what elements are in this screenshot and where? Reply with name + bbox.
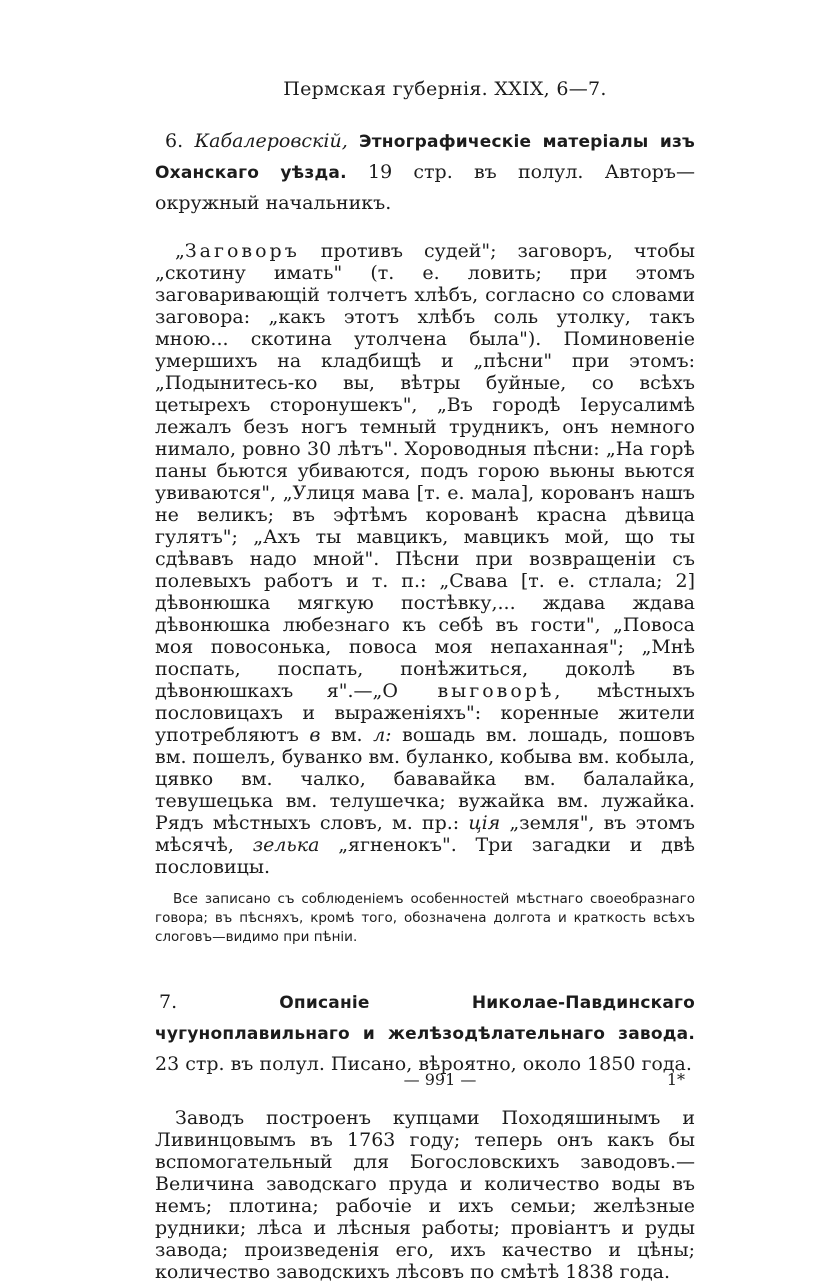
entry-6-body-part6: „ягненокъ". Три загадки и двѣ пословицы. xyxy=(155,834,695,878)
page xyxy=(155,78,695,1283)
entry-6-note: Все записано съ соблюденіемъ особенностей мѣстнаго своеобразнаго говора; въ пѣсняхъ, кромѣ того, обозначена долгота и краткость всѣхъ слоговъ—видимо при пѣніи. xyxy=(155,891,695,945)
entry-6-ital-v: в xyxy=(309,724,321,746)
page-number: — 991 — xyxy=(403,1070,477,1089)
entry-6-body-part5: „земля", въ этомъ мѣсячѣ, xyxy=(155,812,695,856)
entry-6-ital-l: л: xyxy=(373,724,392,746)
entry-6-body: „Заговоръ противъ судей"; заговоръ, чтобы „скотину имать" (т. е. ловить; при этомъ заговаривающій толчетъ хлѣбъ, согласно со словами заговора: „какъ этотъ хлѣбъ соль утолку, такъ мною... скотина утолчена была"). Поминовеніе умершихъ на кладбищѣ и „пѣсни" при этомъ: „Подынитесь-ко вы, вѣтры буйные, со всѣхъ цетырехъ сторонушекъ", „Въ городѣ Іерусалимѣ лежалъ безъ ногъ темный трудникъ, онъ немного нимало, ровно 30 лѣтъ". Хороводныя пѣсни: „На горѣ паны бьются убиваются, подъ горою вьюны вьются увиваются", „Улиця мава [т. е. мала], корованъ нашъ не великъ; въ эфтѣмъ корованѣ красна дѣвица гулятъ"; „Ахъ ты мавцикъ, мавцикъ мой, що ты сдѣвавъ надо мной". Пѣсни при возвращеніи съ полевыхъ работъ и т. п.: „Свава [т. е. стлала; 2] дѣвонюшка мягкую постѣвку,... ждава ждава дѣвонюшка любезнаго къ себѣ въ гости", „Повоса моя повосонька, повоса моя непаханная"; „Мнѣ поспать, поспать, понѣжиться, доколѣ въ дѣвонюшкахъ я".—„О выговорѣ, мѣстныхъ пословицахъ и выраженіяхъ": коренные жители употребляютъ в вм. л: вошадь вм. лошадь, пошовъ вм. пошелъ, буванко вм. буланко, кобыва вм. кобыла, цявко вм. чалко, бававайка вм. балалайка, тевушецька вм. телушечка; вужайка вм. лужайка. Рядъ мѣстныхъ словъ, м. пр.: ція „земля", въ этомъ мѣсячѣ, зелька „ягненокъ". Три загадки и двѣ пословицы. xyxy=(155,240,696,878)
entry-7-body: Заводъ построенъ купцами Походяшинымъ и Ливинцовымъ въ 1763 году; теперь онъ какъ бы вспомогательный для Богословскихъ заводовъ.—Величина заводскаго пруда и количество воды въ немъ; плотина; рабочіе и ихъ семьи; желѣзные рудники; лѣса и лѣсныя работы; провіантъ и руды завода; произведенія его, ихъ качество и цѣны; количество заводскихъ лѣсовъ по смѣтѣ 1838 года. xyxy=(155,1107,695,1283)
entry-7-title: Описаніе Николае-Павдинскаго чугуноплавильнаго и желѣзодѣлательнаго завода. xyxy=(155,993,696,1044)
entry-7-info: 23 стр. въ полул. Писано, вѣроятно, около 1850 года. xyxy=(155,1053,692,1075)
entry-6-body-part4: вошадь вм. лошадь, пошовъ вм. пошелъ, буванко вм. буланко, кобыва вм. кобыла, цявко вм. чалко, бававайка вм. балалайка, тевушецька вм. телушечка; вужайка вм. лужайка. Рядъ мѣстныхъ словъ, м. пр.: xyxy=(155,724,695,834)
entry-6-spaced-word2: О выговорѣ, xyxy=(382,680,564,702)
entry-6-number: 6. xyxy=(165,130,184,152)
entry-7-number: 7. xyxy=(159,991,178,1013)
signature-mark: 1* xyxy=(666,1070,685,1089)
entry-6-author: Кабалеровскій, xyxy=(194,130,348,152)
entry-6-body-part2: мѣстныхъ пословицахъ и выраженіяхъ": коренные жители употребляютъ xyxy=(155,680,695,746)
entry-6-heading xyxy=(155,126,695,218)
entry-6-spaced-word: Заговоръ xyxy=(184,240,300,262)
entry-6-body-part3: вм. xyxy=(331,724,363,746)
entry-6-title: Этнографическіе матеріалы изъ Оханскаго уѣзда. xyxy=(155,132,696,183)
entry-7-heading xyxy=(155,987,695,1079)
entry-6-ital-word2: зелька xyxy=(252,834,320,856)
entry-6-info: 19 стр. въ полул. Авторъ—окружный начальникъ. xyxy=(155,161,695,214)
entry-6-body-part1: противъ судей"; заговоръ, чтобы „скотину имать" (т. е. ловить; при этомъ заговаривающій толчетъ хлѣбъ, согласно со словами заговора: „какъ этотъ хлѣбъ соль утолку, такъ мною... скотина утолчена была"). Поминовеніе умершихъ на кладбищѣ и „пѣсни" при этомъ: „Подынитесь-ко вы, вѣтры буйные, со всѣхъ цетырехъ сторонушекъ", „Въ городѣ Іерусалимѣ лежалъ безъ ногъ темный трудникъ, онъ немного нимало, ровно 30 лѣтъ". Хороводныя пѣсни: „На горѣ паны бьются убиваются, подъ горою вьюны вьются увиваются", „Улиця мава [т. е. мала], корованъ нашъ не великъ; въ эфтѣмъ корованѣ красна дѣвица гулятъ"; „Ахъ ты мавцикъ, мавцикъ мой, що ты сдѣвавъ надо мной". Пѣсни при возвращеніи съ полевыхъ работъ и т. п.: „Свава [т. е. стлала; 2] дѣвонюшка мягкую постѣвку,... ждава ждава дѣвонюшка любезнаго къ себѣ въ гости", „Повоса моя повосонька, повоса моя непаханная"; „Мнѣ поспать, поспать, понѣжиться, доколѣ въ дѣвонюшкахъ я".—„ xyxy=(155,240,696,702)
entry-6-ital-word1: ція xyxy=(468,812,501,834)
running-head: Пермская губернія. XXIX, 6—7. xyxy=(283,78,607,100)
section-gap xyxy=(155,947,695,987)
